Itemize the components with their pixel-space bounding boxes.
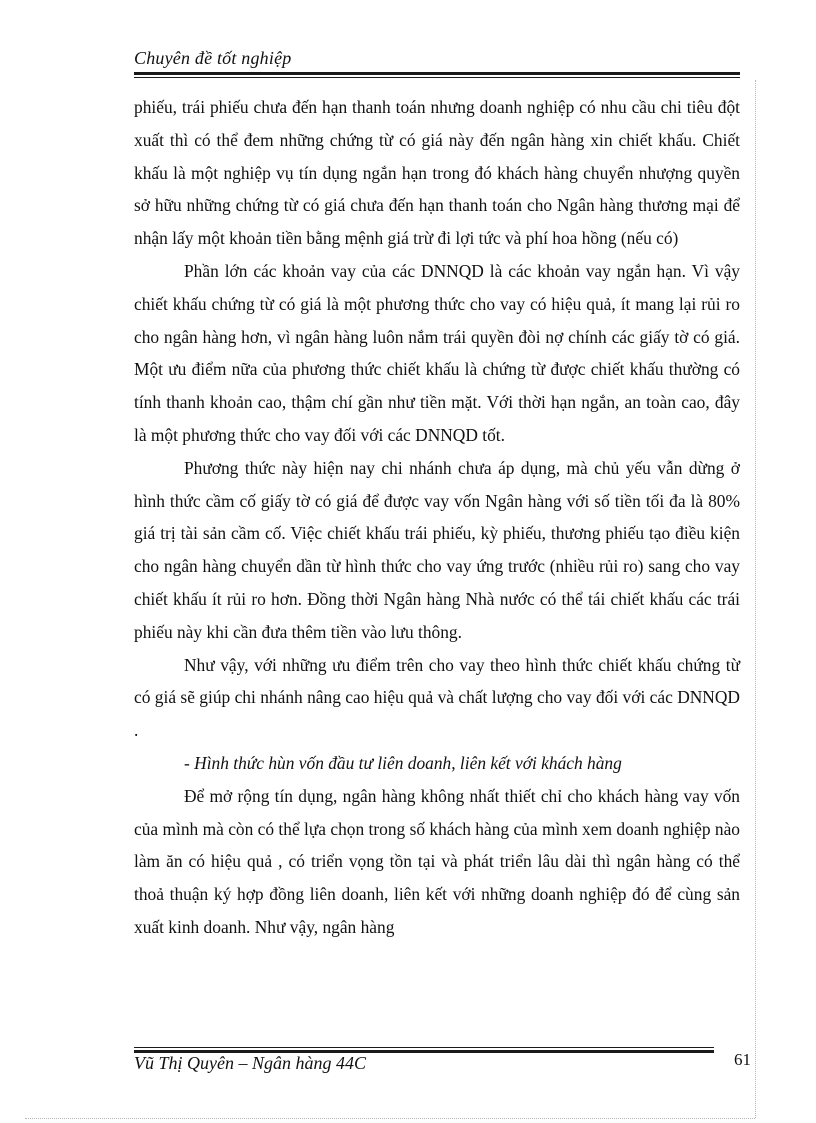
- section-heading: - Hình thức hùn vốn đầu tư liên doanh, liên kết với khách hàng: [184, 752, 622, 773]
- paragraph: Phần lớn các khoản vay của các DNNQD là các khoản vay ngắn hạn. Vì vậy chiết khấu chứng từ có giá là một phương thức cho vay có hiệu quả, ít mang lại rủi ro cho ngân hàng hơn, vì ngân hàng luôn nắm trái quyền đòi nợ chính các giấy tờ có giá. Một ưu điểm nữa của phương thức chiết khấu là chứng từ được chiết khấu thường có tính thanh khoản cao, thậm chí gần như tiền mặt. Với thời hạn ngắn, an toàn cao, đây là một phương thức cho vay đối với các DNNQD tốt.: [134, 260, 740, 445]
- paragraph: Phương thức này hiện nay chi nhánh chưa áp dụng, mà chủ yếu vẫn dừng ở hình thức cầm cố giấy tờ có giá để được vay vốn Ngân hàng với số tiền tối đa là 80% giá trị tài sản cầm cố. Việc chiết khấu trái phiếu, kỳ phiếu, thương phiếu tạo điều kiện cho ngân hàng chuyển dần từ hình thức cho vay ứng trước (nhiều rủi ro) sang cho vay chiết khấu ít rủi ro hơn. Đồng thời Ngân hàng Nhà nước có thể tái chiết khấu các trái phiếu này khi cần đưa thêm tiền vào lưu thông.: [134, 457, 740, 642]
- paragraph-continuation: phiếu, trái phiếu chưa đến hạn thanh toán nhưng doanh nghiệp có nhu cầu chi tiêu đột xuất thì có thể đem những chứng từ có giá này đến ngân hàng xin chiết khấu. Chiết khấu là một nghiệp vụ tín dụng ngắn hạn trong đó khách hàng chuyển nhượng quyền sở hữu những chứng từ có giá chưa đến hạn thanh toán cho Ngân hàng thương mại để nhận lấy một khoản tiền bằng mệnh giá trừ đi lợi tức và phí hoa hồng (nếu có): [134, 97, 740, 249]
- footer-author: Vũ Thị Quyên – Ngân hàng 44C: [134, 1053, 366, 1073]
- page-shadow-bottom: [25, 1118, 755, 1120]
- page-shadow-right: [755, 80, 757, 1118]
- header-rule-secondary: [134, 77, 740, 78]
- footer-rule-secondary: [134, 1047, 714, 1048]
- paragraph: Như vậy, với những ưu điểm trên cho vay theo hình thức chiết khấu chứng từ có giá sẽ giúp chi nhánh nâng cao hiệu quả và chất lượng cho vay đối với các DNNQD .: [134, 654, 740, 741]
- document-body: [134, 91, 740, 944]
- page-number: 61: [734, 1050, 751, 1069]
- paragraph: Để mở rộng tín dụng, ngân hàng không nhất thiết chỉ cho khách hàng vay vốn của mình mà còn có thể lựa chọn trong số khách hàng của mình xem doanh nghiệp nào làm ăn có hiệu quả , có triển vọng tồn tại và phát triển lâu dài thì ngân hàng có thể thoả thuận ký hợp đồng liên doanh, liên kết với những doanh nghiệp đó để cùng sản xuất kinh doanh. Như vậy, ngân hàng: [134, 785, 740, 937]
- header-title: Chuyên đề tốt nghiệp: [134, 48, 292, 68]
- header-rule: [134, 72, 740, 75]
